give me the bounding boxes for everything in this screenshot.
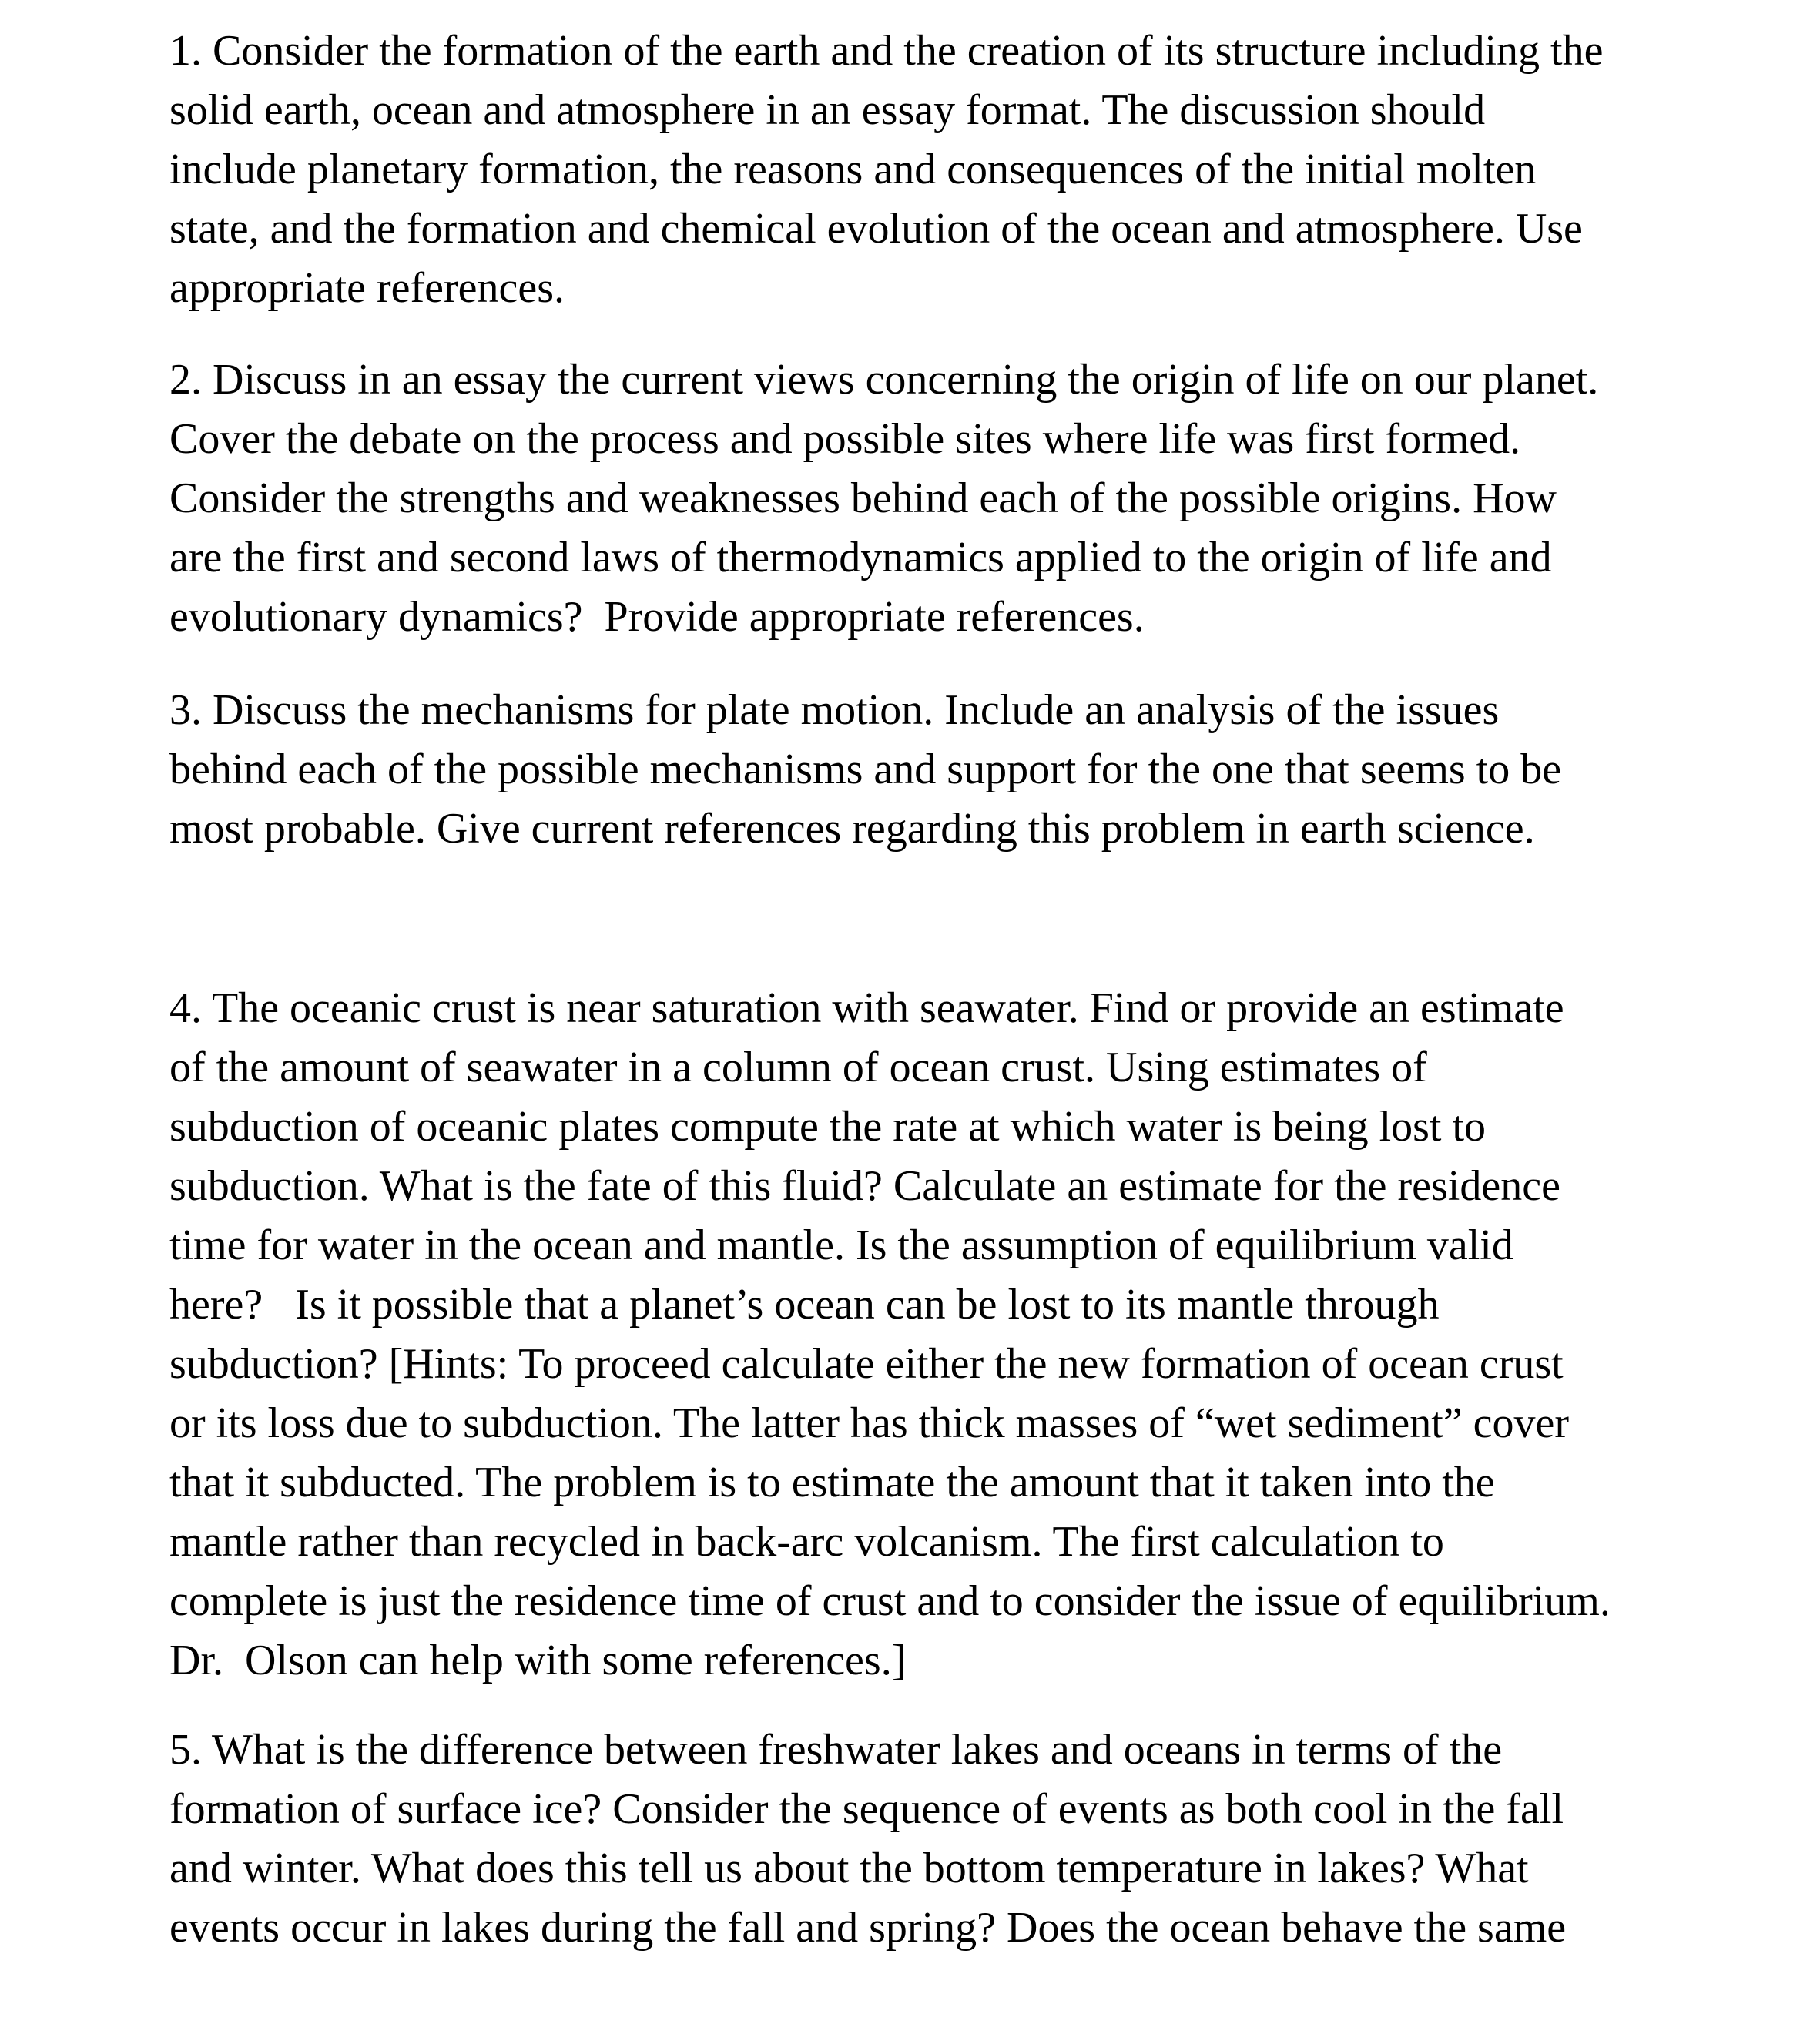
- question-1-line: solid earth, ocean and atmosphere in an essay format. The discussion should: [169, 86, 1486, 134]
- question-2-line: Consider the strengths and weaknesses behind each of the possible origins. How: [169, 474, 1557, 522]
- question-4-line: that it subducted. The problem is to estimate the amount that it taken into the: [169, 1459, 1495, 1506]
- question-4-line: subduction. What is the fate of this fluid? Calculate an estimate for the residence: [169, 1162, 1560, 1210]
- question-1: [169, 22, 1733, 318]
- question-1-line: state, and the formation and chemical evolution of the ocean and atmosphere. Use: [169, 205, 1583, 253]
- question-5: [169, 1721, 1733, 1958]
- question-4-line: or its loss due to subduction. The latter has thick masses of “wet sediment” cover: [169, 1399, 1569, 1447]
- question-4: [169, 979, 1733, 1690]
- question-4-line: mantle rather than recycled in back-arc volcanism. The first calculation to: [169, 1518, 1444, 1566]
- question-3-line: behind each of the possible mechanisms and support for the one that seems to be: [169, 746, 1562, 793]
- question-3-line: most probable. Give current references regarding this problem in earth science.: [169, 805, 1535, 853]
- question-4-line: time for water in the ocean and mantle. Is the assumption of equilibrium valid: [169, 1221, 1513, 1269]
- question-4-line: here? Is it possible that a planet’s ocean can be lost to its mantle through: [169, 1281, 1440, 1329]
- question-2-line: are the first and second laws of thermodynamics applied to the origin of life and: [169, 534, 1552, 581]
- question-3: [169, 681, 1733, 859]
- question-2-line: evolutionary dynamics? Provide appropriate references.: [169, 593, 1145, 641]
- question-5-line: and winter. What does this tell us about the bottom temperature in lakes? What: [169, 1845, 1529, 1892]
- question-4-line: subduction of oceanic plates compute the rate at which water is being lost to: [169, 1103, 1487, 1151]
- question-1-line: 1. Consider the formation of the earth and the creation of its structure including the: [169, 27, 1604, 75]
- question-4-line: 4. The oceanic crust is near saturation with seawater. Find or provide an estimate: [169, 984, 1564, 1032]
- question-5-line: formation of surface ice? Consider the sequence of events as both cool in the fall: [169, 1785, 1564, 1833]
- question-4-line: complete is just the residence time of crust and to consider the issue of equilibrium.: [169, 1577, 1611, 1625]
- question-4-line: subduction? [Hints: To proceed calculate either the new formation of ocean crust: [169, 1340, 1564, 1388]
- question-4-line: Dr. Olson can help with some references.]: [169, 1637, 907, 1684]
- question-1-line: appropriate references.: [169, 264, 565, 312]
- question-3-line: 3. Discuss the mechanisms for plate motion. Include an analysis of the issues: [169, 686, 1500, 734]
- question-5-line: 5. What is the difference between freshwater lakes and oceans in terms of the: [169, 1726, 1503, 1774]
- question-2-line: Cover the debate on the process and possible sites where life was first formed.: [169, 415, 1521, 463]
- question-2: [169, 350, 1733, 647]
- question-2-line: 2. Discuss in an essay the current views concerning the origin of life on our planet.: [169, 356, 1599, 404]
- question-1-line: include planetary formation, the reasons and consequences of the initial molten: [169, 146, 1537, 193]
- question-4-line: of the amount of seawater in a column of ocean crust. Using estimates of: [169, 1044, 1427, 1091]
- question-5-line: events occur in lakes during the fall and spring? Does the ocean behave the same: [169, 1904, 1567, 1952]
